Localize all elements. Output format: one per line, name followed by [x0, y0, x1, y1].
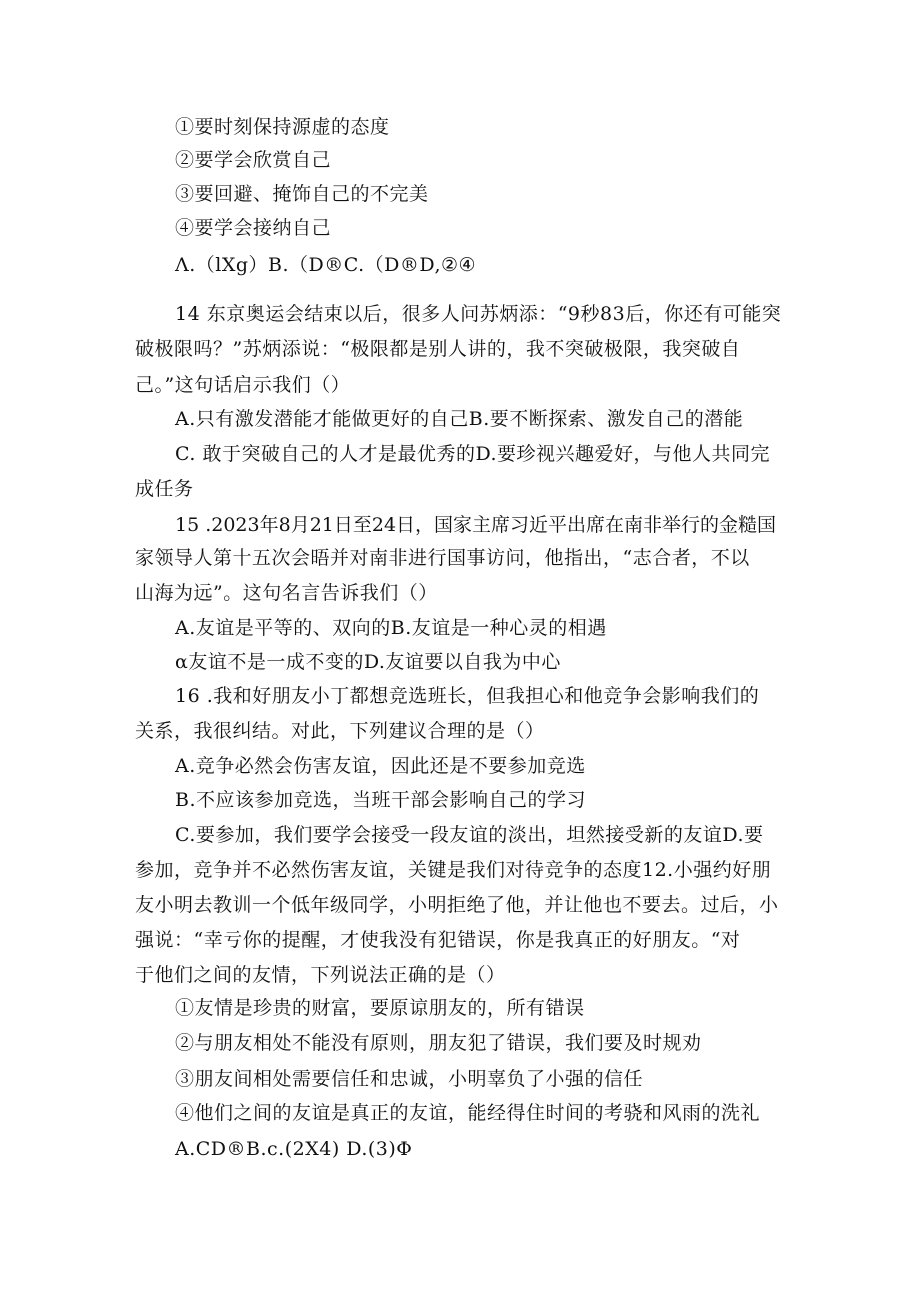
question-16-stem: 关系，我很纠结。对此，下列建议合理的是（）: [135, 720, 545, 742]
answer-choices: A.友谊是平等的、双向的B.友谊是一种心灵的相遇: [175, 617, 607, 639]
question-12-stem: 于他们之间的友情，下列说法正确的是（）: [135, 964, 506, 986]
option-line: ②要学会欣赏自己: [175, 149, 332, 171]
question-12-stem: 友小明去教训一个低年级同学，小明拒绝了他，并让他也不要去。过后，小: [135, 894, 779, 916]
question-16-stem: 16 .我和好朋友小丁都想竞选班长，但我担心和他竞争会影响我们的: [175, 685, 760, 707]
option-line: ①友情是珍贵的财富，要原谅朋友的，所有错误: [175, 997, 585, 1019]
option-line: ①要时刻保持源虚的态度: [175, 116, 390, 138]
answer-choices: A.CD®B.c.(2X4) D.(3)Φ: [175, 1138, 413, 1160]
question-15-stem: 家领导人第十五次会晤并对南非进行国事访问，他指出，“志合者，不以: [135, 547, 750, 569]
option-line: ②与朋友相处不能没有原则，朋友犯了错误，我们要及时规劝: [175, 1032, 702, 1054]
question-15-stem: 15 .2023年8月21日至24日，国家主席习近平出席在南非举行的金糙国: [175, 514, 777, 536]
option-line: ③要回避、掩饰自己的不完美: [175, 183, 429, 205]
answer-choices: C. 敢于突破自己的人才是最优秀的D.要珍视兴趣爱好，与他人共同完: [175, 443, 771, 465]
question-14-stem: 破极限吗？”苏炳添说：“极限都是别人讲的，我不突破极限，我突破自: [135, 338, 741, 360]
question-15-stem: 山海为远”。这句名言告诉我们（）: [135, 582, 438, 604]
answer-choices: 参加，竞争并不必然伤害友谊，关键是我们对待竞争的态度12.小强约好朋: [135, 859, 772, 881]
answer-choices: Λ.（lXg）B.（D®C.（D®D,②④: [175, 254, 477, 276]
option-line: ④他们之间的友谊是真正的友谊，能经得住时间的考骁和风雨的洗礼: [175, 1102, 761, 1124]
answer-choices: 成任务: [135, 478, 194, 500]
answer-choices: C.要参加，我们要学会接受一段友谊的淡出，坦然接受新的友谊D.要: [175, 824, 764, 846]
answer-choices: B.不应该参加竞选，当班干部会影响自己的学习: [175, 789, 587, 811]
answer-choices: α友谊不是一成不变的D.友谊要以自我为中心: [175, 651, 561, 673]
option-line: ③朋友间相处需要信任和忠诚，小明辜负了小强的信任: [175, 1068, 644, 1090]
question-14-stem: 己。”这句话启示我们（）: [135, 374, 351, 396]
answer-choices: A.只有激发潜能才能做更好的自己B.要不断探索、激发自己的潜能: [175, 408, 744, 430]
answer-choices: A.竞争必然会伤害友谊，因此还是不要参加竞选: [175, 755, 586, 777]
option-line: ④要学会接纳自己: [175, 217, 332, 239]
question-12-stem: 强说：“幸亏你的提醒，才使我没有犯错误，你是我真正的好朋友。“对: [135, 929, 741, 951]
question-14-stem: 14 东京奥运会结束以后，很多人问苏炳添：“9秒83后，你还有可能突: [175, 303, 782, 325]
